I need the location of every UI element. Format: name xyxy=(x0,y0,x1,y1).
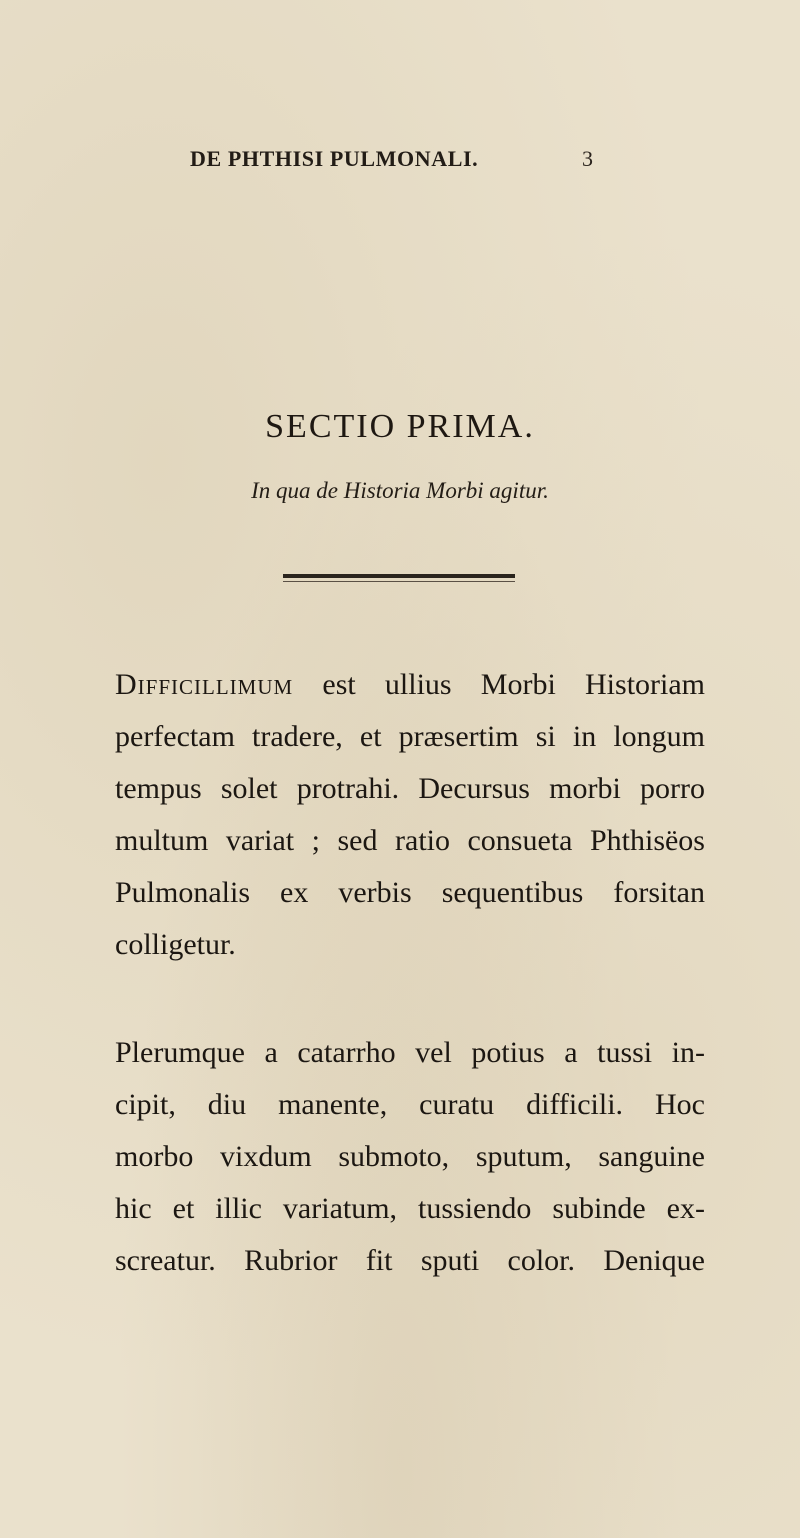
paragraph-line: multum variat ; sed ratio consueta Phthisëos xyxy=(115,824,705,857)
paragraph-2 xyxy=(115,1027,705,1287)
paragraph-1 xyxy=(115,659,705,971)
divider-rule-thin xyxy=(283,581,515,582)
paragraph-line: morbo vixdum submoto, sputum, sanguine xyxy=(115,1140,705,1173)
paragraph-line xyxy=(115,659,705,711)
divider-rule-thick xyxy=(283,574,515,578)
paragraph-line: Pulmonalis ex verbis sequentibus forsitan xyxy=(115,876,705,909)
page-number: 3 xyxy=(582,146,593,171)
paragraph-line: colligetur. xyxy=(115,928,236,961)
section-subtitle: In qua de Historia Morbi agitur. xyxy=(251,478,549,503)
paragraph-line: perfectam tradere, et præsertim si in longum xyxy=(115,720,705,753)
paragraph-opening-word: Difficillimum xyxy=(115,668,294,701)
paragraph-line: screatur. Rubrior fit sputi color. Denique xyxy=(115,1244,705,1277)
section-title: SECTIO PRIMA. xyxy=(265,408,535,445)
paragraph-line: hic et illic variatum, tussiendo subinde ex- xyxy=(115,1192,705,1225)
paragraph-line: tempus solet protrahi. Decursus morbi porro xyxy=(115,772,705,805)
running-head: DE PHTHISI PULMONALI. xyxy=(190,146,479,171)
paragraph-line: cipit, diu manente, curatu difficili. Hoc xyxy=(115,1088,705,1121)
paragraph-line-text: est ullius Morbi Historiam xyxy=(322,668,706,701)
paragraph-line: Plerumque a catarrho vel potius a tussi in- xyxy=(115,1036,705,1069)
